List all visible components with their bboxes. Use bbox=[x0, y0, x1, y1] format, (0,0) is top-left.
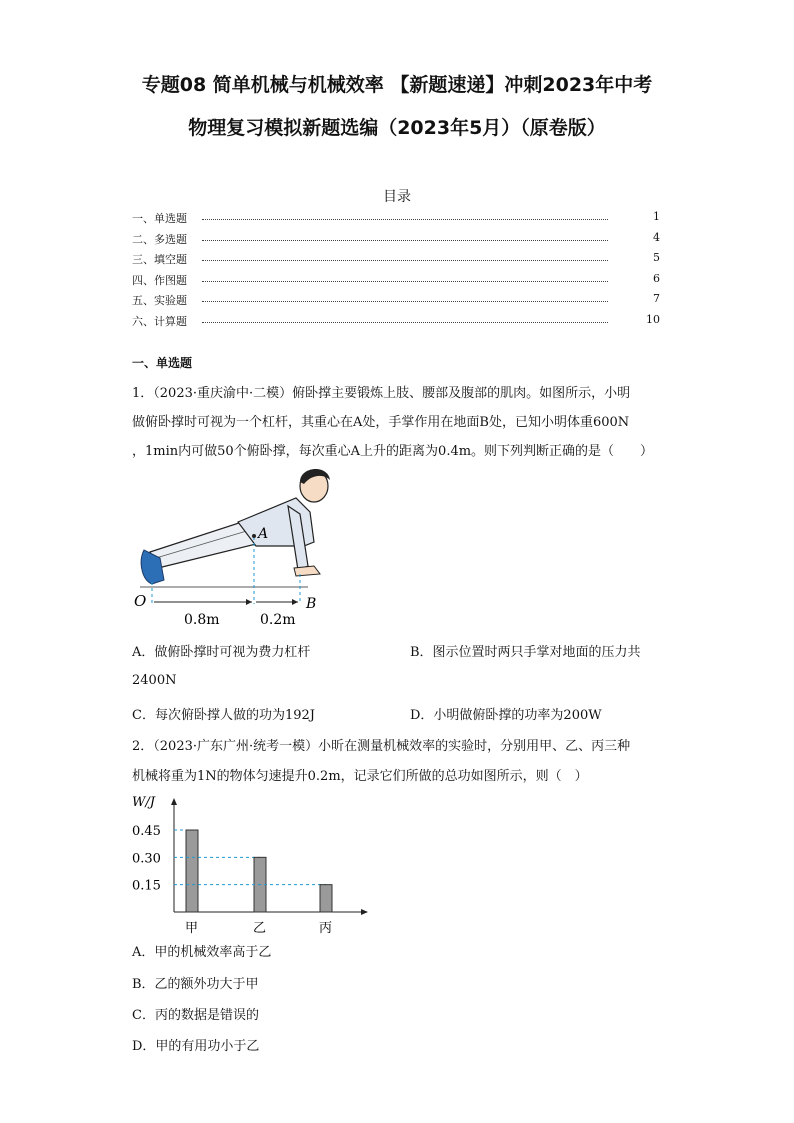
y-axis-arrow bbox=[171, 798, 177, 805]
toc-item-page: 5 bbox=[653, 251, 660, 265]
point-a bbox=[252, 534, 256, 538]
work-bar-chart bbox=[128, 790, 378, 938]
arrow-ab-end bbox=[292, 599, 298, 605]
x-axis-arrow bbox=[361, 909, 368, 915]
toc-item-page: 4 bbox=[653, 230, 660, 244]
toc-item-label: 三、填空题 bbox=[132, 253, 187, 267]
toc-leader-dots bbox=[202, 322, 608, 323]
label-o: O bbox=[134, 592, 147, 610]
q2-option-d: D．甲的有用功小于乙 bbox=[132, 1039, 260, 1054]
toc-item[interactable] bbox=[132, 210, 660, 228]
figure-hand bbox=[294, 566, 320, 576]
toc-item-label: 四、作图题 bbox=[132, 273, 187, 287]
q2-option-b: B．乙的额外功大于甲 bbox=[132, 977, 259, 992]
x-category-label: 丙 bbox=[319, 921, 333, 936]
toc-leader-dots bbox=[202, 281, 608, 282]
y-tick-label: 0.15 bbox=[132, 878, 161, 894]
pushup-figure bbox=[128, 462, 368, 634]
arrow-oa-end bbox=[246, 599, 252, 605]
x-category-label: 乙 bbox=[253, 921, 267, 936]
y-axis-label: W/J bbox=[132, 795, 155, 810]
toc-item[interactable] bbox=[132, 272, 660, 290]
toc-item-label: 五、实验题 bbox=[132, 294, 187, 308]
bar bbox=[186, 830, 198, 912]
toc-leader-dots bbox=[202, 301, 608, 302]
toc-item-label: 一、单选题 bbox=[132, 212, 187, 225]
q1-option-a: A．做俯卧撑时可视为费力杠杆 bbox=[132, 645, 311, 660]
q2-line1: 2．（2023·广东广州·统考一模）小昕在测量机械效率的实验时，分别用甲、乙、丙三种 bbox=[132, 739, 631, 754]
q1-line1: 1．（2023·重庆渝中·二模）俯卧撑主要锻炼上肢、腰部及腹部的肌肉。如图所示，小明 bbox=[132, 386, 631, 401]
q1-option-b-cont: 2400N bbox=[132, 673, 177, 688]
section-heading-single-choice: 一、单选题 bbox=[132, 356, 193, 370]
toc-item[interactable] bbox=[132, 313, 660, 331]
q1-option-b: B．图示位置时两只手掌对地面的压力共 bbox=[410, 645, 641, 660]
label-dist-oa: 0.8m bbox=[184, 612, 220, 628]
x-category-label: 甲 bbox=[185, 921, 199, 936]
toc-leader-dots bbox=[202, 240, 608, 241]
toc-item[interactable] bbox=[132, 251, 660, 269]
toc-item-page: 10 bbox=[646, 313, 660, 326]
toc-item-page: 7 bbox=[653, 292, 660, 306]
label-b: B bbox=[306, 596, 317, 612]
y-tick-label: 0.30 bbox=[132, 851, 161, 867]
doc-title-line1: 专题08 简单机械与机械效率 【新题速递】冲刺2023年中考 bbox=[141, 74, 653, 96]
y-tick-label: 0.45 bbox=[132, 824, 161, 839]
q1-option-c: C．每次俯卧撑人做的功为192J bbox=[132, 708, 315, 723]
toc-item-page: 1 bbox=[653, 210, 660, 223]
q1-line3: ，1min内可做50个俯卧撑，每次重心A上升的距离为0.4m。则下列判断正确的是（ ） bbox=[132, 444, 654, 459]
toc-heading: 目录 bbox=[383, 189, 411, 205]
toc-leader-dots bbox=[202, 260, 608, 261]
toc-item-page: 6 bbox=[653, 271, 660, 285]
doc-title-line2: 物理复习模拟新题选编（2023年5月）（原卷版） bbox=[188, 117, 606, 139]
toc-item[interactable] bbox=[132, 231, 660, 249]
toc-item-label: 二、多选题 bbox=[132, 232, 187, 246]
bar bbox=[320, 885, 332, 912]
q1-option-d: D．小明做俯卧撑的功率为200W bbox=[410, 708, 602, 723]
q1-line2: 做俯卧撑时可视为一个杠杆，其重心在A处，手掌作用在地面B处，已知小明体重600N bbox=[132, 415, 630, 430]
q2-option-a: A．甲的机械效率高于乙 bbox=[132, 945, 272, 960]
label-dist-ab: 0.2m bbox=[260, 612, 296, 628]
toc-item-label: 六、计算题 bbox=[132, 315, 187, 328]
toc-leader-dots bbox=[202, 219, 608, 220]
q2-option-c: C．丙的数据是错误的 bbox=[132, 1008, 259, 1023]
toc-item[interactable] bbox=[132, 292, 660, 310]
q2-line2: 机械将重为1N的物体匀速提升0.2m，记录它们所做的总功如图所示，则（ ） bbox=[132, 769, 588, 784]
label-a: A bbox=[258, 526, 269, 542]
